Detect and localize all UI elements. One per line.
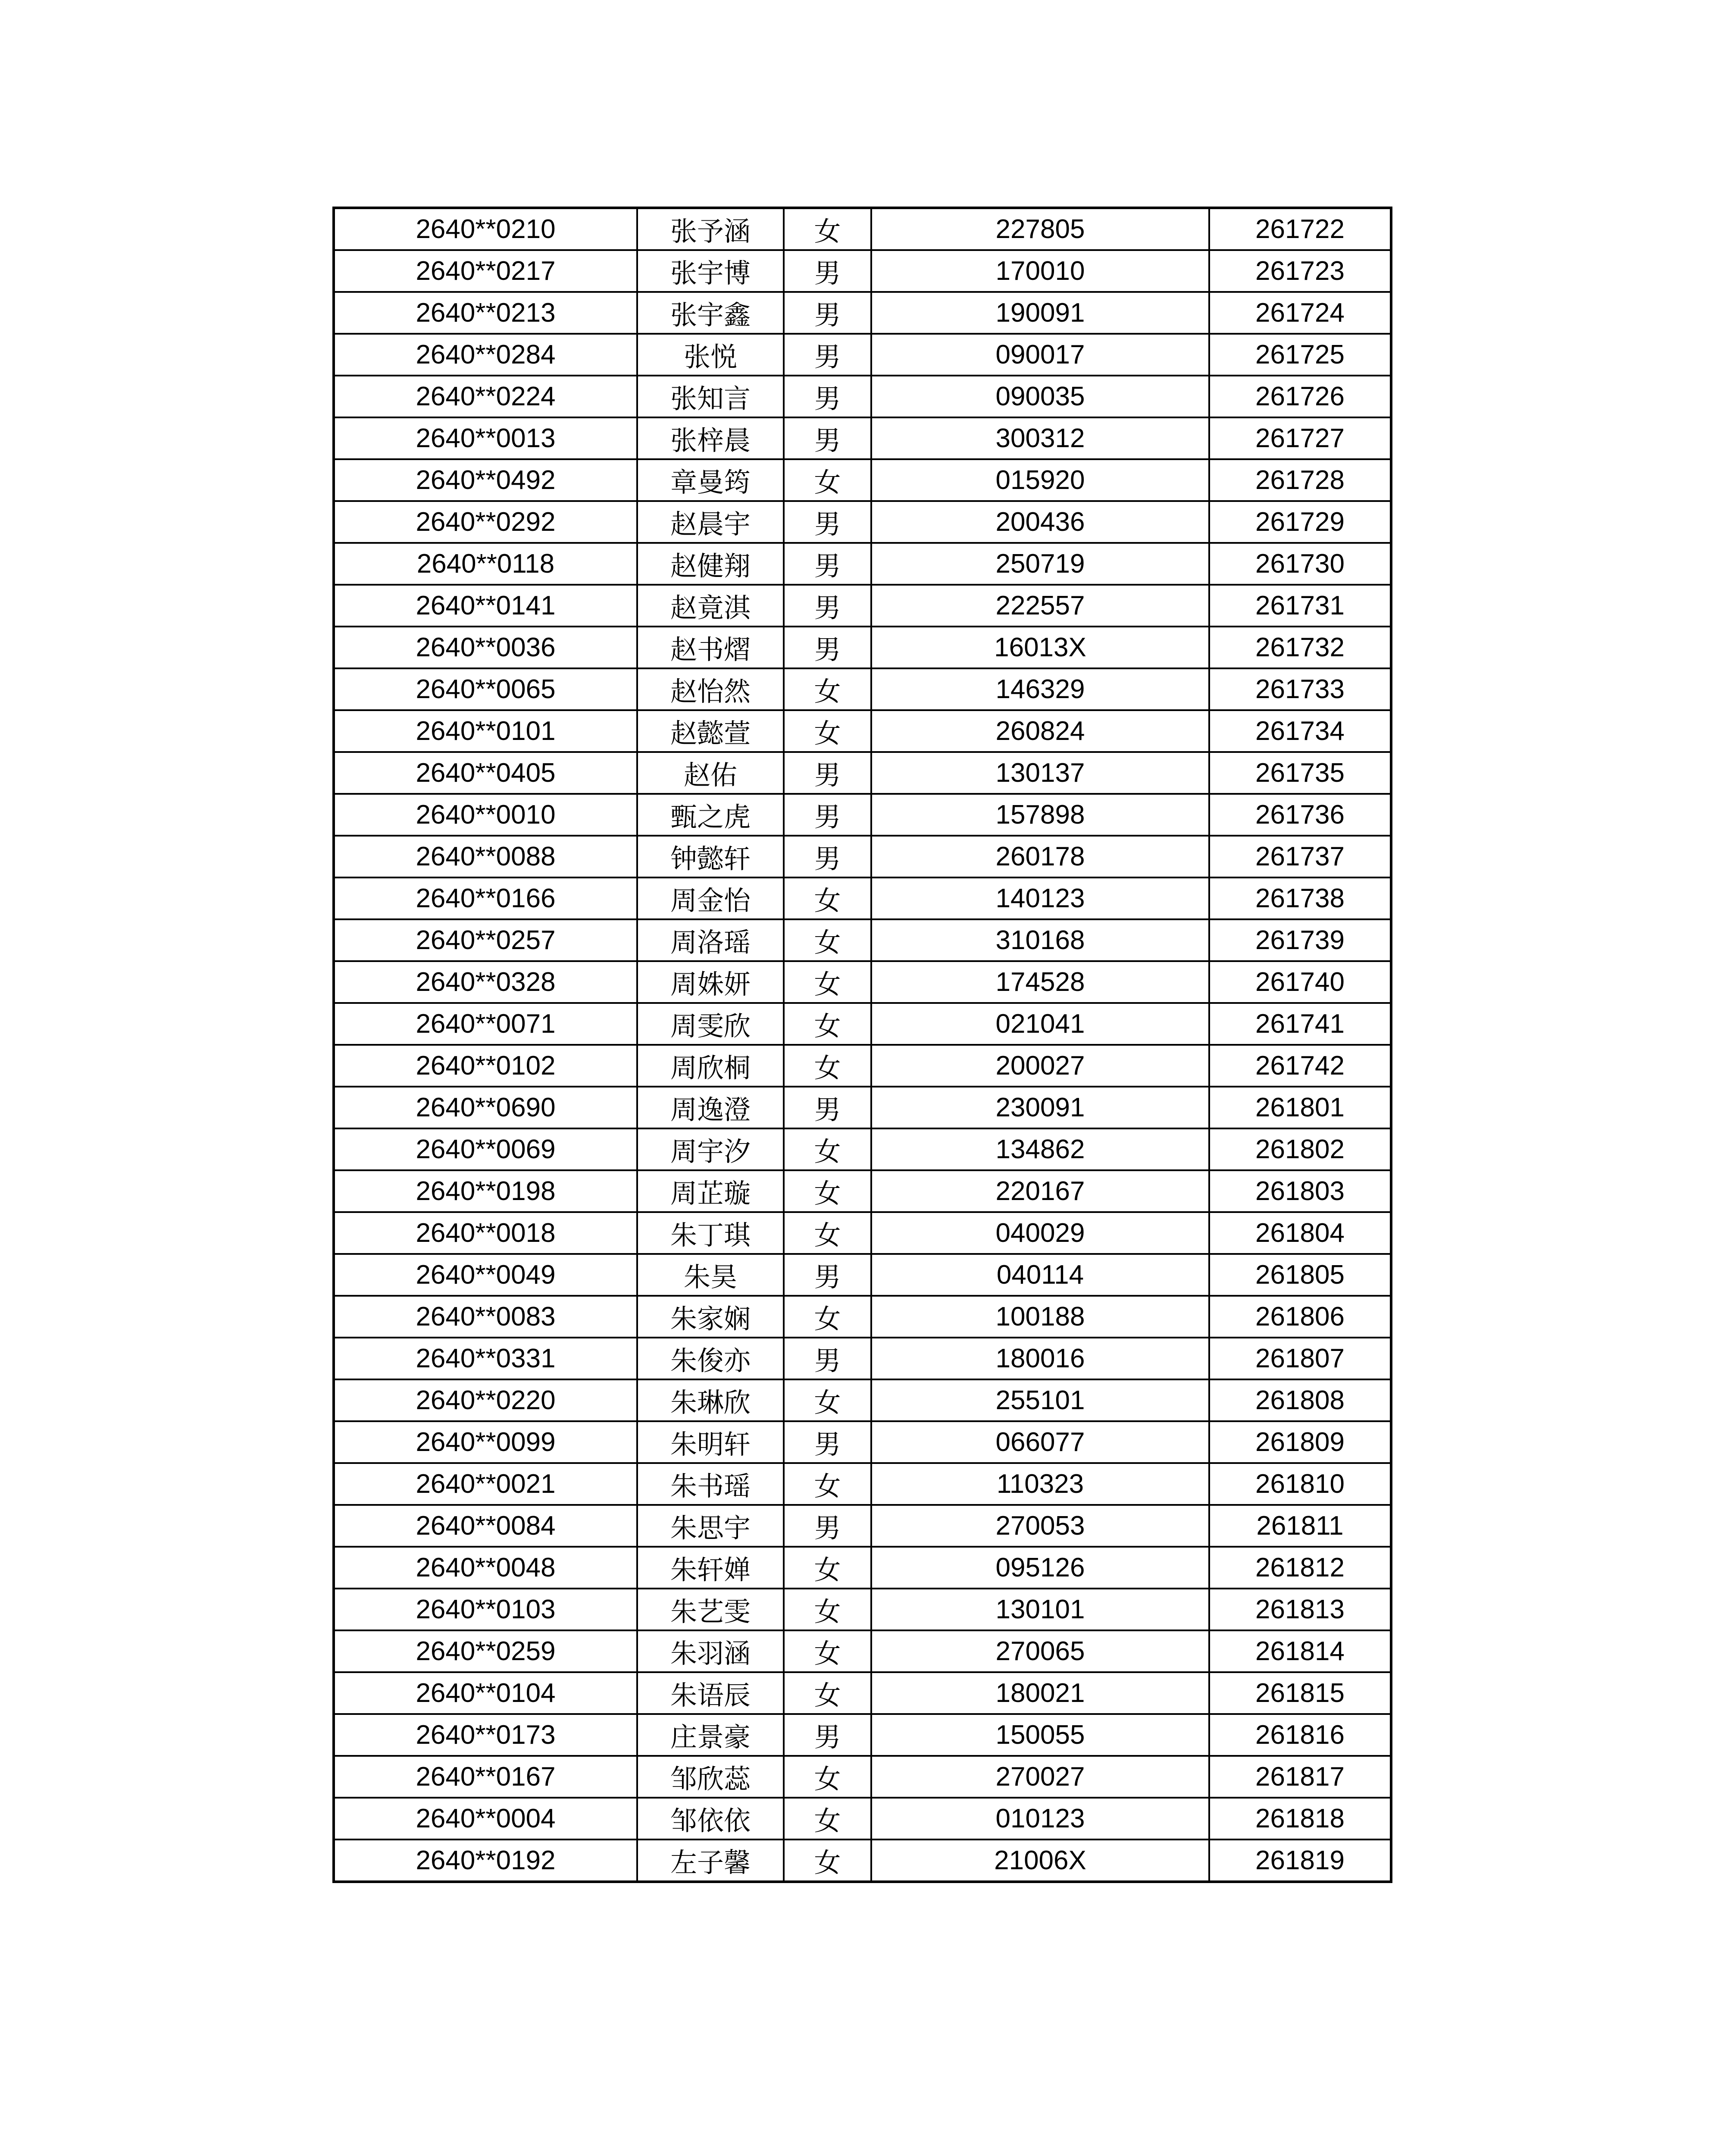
seat-number-cell: 261723: [1209, 250, 1391, 292]
table-row: [334, 794, 1391, 836]
id-suffix-cell: 200027: [871, 1045, 1209, 1087]
seat-number-cell: 261817: [1209, 1756, 1391, 1798]
exam-id-cell: 2640**0083: [334, 1296, 637, 1338]
seat-number-cell: 261808: [1209, 1379, 1391, 1421]
id-suffix-cell: 180016: [871, 1338, 1209, 1379]
id-suffix-cell: 230091: [871, 1087, 1209, 1128]
table-row: [334, 501, 1391, 543]
name-cell: 赵健翔: [637, 543, 784, 585]
id-suffix-cell: 222557: [871, 585, 1209, 627]
name-cell: 朱俊亦: [637, 1338, 784, 1379]
table-row: [334, 836, 1391, 877]
gender-cell: 女: [784, 1296, 871, 1338]
seat-number-cell: 261725: [1209, 334, 1391, 376]
gender-cell: 女: [784, 1839, 871, 1882]
table-row: [334, 208, 1391, 250]
table-row: [334, 543, 1391, 585]
exam-id-cell: 2640**0021: [334, 1463, 637, 1505]
name-cell: 赵晨宇: [637, 501, 784, 543]
name-cell: 邹欣蕊: [637, 1756, 784, 1798]
name-cell: 章曼筠: [637, 459, 784, 501]
id-suffix-cell: 146329: [871, 668, 1209, 710]
id-suffix-cell: 010123: [871, 1798, 1209, 1839]
gender-cell: 男: [784, 1254, 871, 1296]
id-suffix-cell: 16013X: [871, 627, 1209, 668]
exam-id-cell: 2640**0213: [334, 292, 637, 334]
exam-id-cell: 2640**0492: [334, 459, 637, 501]
gender-cell: 女: [784, 1463, 871, 1505]
gender-cell: 女: [784, 1589, 871, 1630]
id-suffix-cell: 040114: [871, 1254, 1209, 1296]
table-row: [334, 417, 1391, 459]
name-cell: 朱羽涵: [637, 1630, 784, 1672]
table-row: [334, 1212, 1391, 1254]
seat-number-cell: 261724: [1209, 292, 1391, 334]
name-cell: 周金怡: [637, 877, 784, 919]
table-row: [334, 459, 1391, 501]
gender-cell: 男: [784, 1087, 871, 1128]
exam-id-cell: 2640**0141: [334, 585, 637, 627]
id-suffix-cell: 095126: [871, 1547, 1209, 1589]
name-cell: 朱语辰: [637, 1672, 784, 1714]
name-cell: 周芷璇: [637, 1170, 784, 1212]
exam-id-cell: 2640**0166: [334, 877, 637, 919]
name-cell: 钟懿轩: [637, 836, 784, 877]
id-suffix-cell: 180021: [871, 1672, 1209, 1714]
name-cell: 赵书熠: [637, 627, 784, 668]
seat-number-cell: 261804: [1209, 1212, 1391, 1254]
seat-number-cell: 261730: [1209, 543, 1391, 585]
seat-number-cell: 261732: [1209, 627, 1391, 668]
gender-cell: 男: [784, 1714, 871, 1756]
seat-number-cell: 261818: [1209, 1798, 1391, 1839]
exam-id-cell: 2640**0192: [334, 1839, 637, 1882]
name-cell: 张悦: [637, 334, 784, 376]
seat-number-cell: 261733: [1209, 668, 1391, 710]
gender-cell: 男: [784, 250, 871, 292]
id-suffix-cell: 270053: [871, 1505, 1209, 1547]
id-suffix-cell: 200436: [871, 501, 1209, 543]
exam-id-cell: 2640**0292: [334, 501, 637, 543]
seat-number-cell: 261742: [1209, 1045, 1391, 1087]
id-suffix-cell: 130101: [871, 1589, 1209, 1630]
gender-cell: 女: [784, 1630, 871, 1672]
table-row: [334, 376, 1391, 417]
table-row: [334, 1714, 1391, 1756]
name-cell: 张梓晨: [637, 417, 784, 459]
name-cell: 周雯欣: [637, 1003, 784, 1045]
exam-id-cell: 2640**0210: [334, 208, 637, 250]
id-suffix-cell: 255101: [871, 1379, 1209, 1421]
id-suffix-cell: 134862: [871, 1128, 1209, 1170]
seat-number-cell: 261734: [1209, 710, 1391, 752]
seat-number-cell: 261815: [1209, 1672, 1391, 1714]
id-suffix-cell: 270027: [871, 1756, 1209, 1798]
seat-number-cell: 261736: [1209, 794, 1391, 836]
gender-cell: 男: [784, 334, 871, 376]
name-cell: 朱艺雯: [637, 1589, 784, 1630]
table-row: [334, 877, 1391, 919]
exam-id-cell: 2640**0088: [334, 836, 637, 877]
exam-id-cell: 2640**0224: [334, 376, 637, 417]
name-cell: 周欣桐: [637, 1045, 784, 1087]
seat-number-cell: 261809: [1209, 1421, 1391, 1463]
name-cell: 张予涵: [637, 208, 784, 250]
exam-id-cell: 2640**0065: [334, 668, 637, 710]
gender-cell: 男: [784, 1421, 871, 1463]
seat-number-cell: 261805: [1209, 1254, 1391, 1296]
table-row: [334, 1421, 1391, 1463]
table-row: [334, 1003, 1391, 1045]
name-cell: 周逸澄: [637, 1087, 784, 1128]
name-cell: 张宇博: [637, 250, 784, 292]
gender-cell: 男: [784, 836, 871, 877]
gender-cell: 男: [784, 794, 871, 836]
gender-cell: 女: [784, 1170, 871, 1212]
exam-id-cell: 2640**0220: [334, 1379, 637, 1421]
name-cell: 张知言: [637, 376, 784, 417]
exam-id-cell: 2640**0257: [334, 919, 637, 961]
gender-cell: 女: [784, 459, 871, 501]
exam-id-cell: 2640**0173: [334, 1714, 637, 1756]
id-suffix-cell: 190091: [871, 292, 1209, 334]
name-cell: 朱琳欣: [637, 1379, 784, 1421]
id-suffix-cell: 260178: [871, 836, 1209, 877]
id-suffix-cell: 100188: [871, 1296, 1209, 1338]
table-row: [334, 668, 1391, 710]
id-suffix-cell: 090017: [871, 334, 1209, 376]
exam-id-cell: 2640**0104: [334, 1672, 637, 1714]
name-cell: 周宇汐: [637, 1128, 784, 1170]
exam-id-cell: 2640**0071: [334, 1003, 637, 1045]
id-suffix-cell: 040029: [871, 1212, 1209, 1254]
gender-cell: 男: [784, 1338, 871, 1379]
name-cell: 左子馨: [637, 1839, 784, 1882]
table-row: [334, 1338, 1391, 1379]
id-suffix-cell: 250719: [871, 543, 1209, 585]
gender-cell: 男: [784, 292, 871, 334]
id-suffix-cell: 110323: [871, 1463, 1209, 1505]
id-suffix-cell: 270065: [871, 1630, 1209, 1672]
id-suffix-cell: 066077: [871, 1421, 1209, 1463]
gender-cell: 女: [784, 961, 871, 1003]
name-cell: 朱家娴: [637, 1296, 784, 1338]
name-cell: 朱昊: [637, 1254, 784, 1296]
exam-id-cell: 2640**0101: [334, 710, 637, 752]
name-cell: 朱书瑶: [637, 1463, 784, 1505]
exam-id-cell: 2640**0217: [334, 250, 637, 292]
exam-id-cell: 2640**0690: [334, 1087, 637, 1128]
gender-cell: 男: [784, 1505, 871, 1547]
gender-cell: 女: [784, 1756, 871, 1798]
table-row: [334, 585, 1391, 627]
exam-id-cell: 2640**0013: [334, 417, 637, 459]
exam-id-cell: 2640**0048: [334, 1547, 637, 1589]
exam-id-cell: 2640**0084: [334, 1505, 637, 1547]
name-cell: 赵佑: [637, 752, 784, 794]
seat-number-cell: 261738: [1209, 877, 1391, 919]
gender-cell: 男: [784, 627, 871, 668]
name-cell: 邹依依: [637, 1798, 784, 1839]
seat-number-cell: 261729: [1209, 501, 1391, 543]
gender-cell: 女: [784, 919, 871, 961]
exam-id-cell: 2640**0167: [334, 1756, 637, 1798]
table-row: [334, 1589, 1391, 1630]
exam-id-cell: 2640**0259: [334, 1630, 637, 1672]
id-suffix-cell: 140123: [871, 877, 1209, 919]
seat-number-cell: 261739: [1209, 919, 1391, 961]
seat-number-cell: 261810: [1209, 1463, 1391, 1505]
id-suffix-cell: 150055: [871, 1714, 1209, 1756]
id-suffix-cell: 130137: [871, 752, 1209, 794]
exam-id-cell: 2640**0069: [334, 1128, 637, 1170]
table-row: [334, 710, 1391, 752]
seat-number-cell: 261731: [1209, 585, 1391, 627]
seat-number-cell: 261814: [1209, 1630, 1391, 1672]
gender-cell: 女: [784, 710, 871, 752]
table-row: [334, 1547, 1391, 1589]
table-row: [334, 1839, 1391, 1882]
table-row: [334, 1672, 1391, 1714]
exam-id-cell: 2640**0118: [334, 543, 637, 585]
name-cell: 张宇鑫: [637, 292, 784, 334]
table-row: [334, 1296, 1391, 1338]
exam-id-cell: 2640**0018: [334, 1212, 637, 1254]
student-roster-table: [332, 207, 1392, 1883]
exam-id-cell: 2640**0102: [334, 1045, 637, 1087]
id-suffix-cell: 21006X: [871, 1839, 1209, 1882]
name-cell: 朱丁琪: [637, 1212, 784, 1254]
table-row: [334, 1128, 1391, 1170]
seat-number-cell: 261812: [1209, 1547, 1391, 1589]
seat-number-cell: 261803: [1209, 1170, 1391, 1212]
seat-number-cell: 261735: [1209, 752, 1391, 794]
gender-cell: 女: [784, 1212, 871, 1254]
table-row: [334, 961, 1391, 1003]
id-suffix-cell: 260824: [871, 710, 1209, 752]
id-suffix-cell: 174528: [871, 961, 1209, 1003]
name-cell: 赵怡然: [637, 668, 784, 710]
id-suffix-cell: 300312: [871, 417, 1209, 459]
exam-id-cell: 2640**0036: [334, 627, 637, 668]
seat-number-cell: 261728: [1209, 459, 1391, 501]
seat-number-cell: 261816: [1209, 1714, 1391, 1756]
table-row: [334, 752, 1391, 794]
seat-number-cell: 261740: [1209, 961, 1391, 1003]
table-row: [334, 334, 1391, 376]
table-row: [334, 1087, 1391, 1128]
gender-cell: 女: [784, 1128, 871, 1170]
gender-cell: 男: [784, 501, 871, 543]
seat-number-cell: 261802: [1209, 1128, 1391, 1170]
seat-number-cell: 261722: [1209, 208, 1391, 250]
exam-id-cell: 2640**0331: [334, 1338, 637, 1379]
table-row: [334, 1045, 1391, 1087]
name-cell: 赵竟淇: [637, 585, 784, 627]
exam-id-cell: 2640**0099: [334, 1421, 637, 1463]
roster-body: [334, 208, 1391, 1882]
seat-number-cell: 261741: [1209, 1003, 1391, 1045]
id-suffix-cell: 227805: [871, 208, 1209, 250]
table-row: [334, 1463, 1391, 1505]
id-suffix-cell: 015920: [871, 459, 1209, 501]
seat-number-cell: 261727: [1209, 417, 1391, 459]
gender-cell: 女: [784, 1003, 871, 1045]
table-row: [334, 292, 1391, 334]
table-row: [334, 919, 1391, 961]
exam-id-cell: 2640**0010: [334, 794, 637, 836]
table-row: [334, 1379, 1391, 1421]
table-row: [334, 1798, 1391, 1839]
id-suffix-cell: 220167: [871, 1170, 1209, 1212]
exam-id-cell: 2640**0284: [334, 334, 637, 376]
id-suffix-cell: 090035: [871, 376, 1209, 417]
exam-id-cell: 2640**0103: [334, 1589, 637, 1630]
seat-number-cell: 261811: [1209, 1505, 1391, 1547]
name-cell: 朱思宇: [637, 1505, 784, 1547]
name-cell: 朱明轩: [637, 1421, 784, 1463]
name-cell: 周洛瑶: [637, 919, 784, 961]
gender-cell: 女: [784, 1798, 871, 1839]
gender-cell: 女: [784, 877, 871, 919]
exam-id-cell: 2640**0049: [334, 1254, 637, 1296]
seat-number-cell: 261806: [1209, 1296, 1391, 1338]
table-row: [334, 1505, 1391, 1547]
seat-number-cell: 261737: [1209, 836, 1391, 877]
gender-cell: 女: [784, 668, 871, 710]
table-row: [334, 1170, 1391, 1212]
exam-id-cell: 2640**0198: [334, 1170, 637, 1212]
table-row: [334, 250, 1391, 292]
gender-cell: 男: [784, 543, 871, 585]
gender-cell: 女: [784, 1379, 871, 1421]
table-row: [334, 1630, 1391, 1672]
name-cell: 赵懿萱: [637, 710, 784, 752]
seat-number-cell: 261813: [1209, 1589, 1391, 1630]
name-cell: 庄景豪: [637, 1714, 784, 1756]
table-row: [334, 1254, 1391, 1296]
gender-cell: 男: [784, 585, 871, 627]
seat-number-cell: 261819: [1209, 1839, 1391, 1882]
name-cell: 周姝妍: [637, 961, 784, 1003]
table-row: [334, 1756, 1391, 1798]
exam-id-cell: 2640**0328: [334, 961, 637, 1003]
table-row: [334, 627, 1391, 668]
gender-cell: 女: [784, 1672, 871, 1714]
gender-cell: 女: [784, 1045, 871, 1087]
id-suffix-cell: 157898: [871, 794, 1209, 836]
id-suffix-cell: 021041: [871, 1003, 1209, 1045]
name-cell: 朱轩婵: [637, 1547, 784, 1589]
seat-number-cell: 261726: [1209, 376, 1391, 417]
gender-cell: 男: [784, 376, 871, 417]
id-suffix-cell: 310168: [871, 919, 1209, 961]
gender-cell: 男: [784, 417, 871, 459]
gender-cell: 女: [784, 208, 871, 250]
exam-id-cell: 2640**0004: [334, 1798, 637, 1839]
seat-number-cell: 261807: [1209, 1338, 1391, 1379]
exam-id-cell: 2640**0405: [334, 752, 637, 794]
id-suffix-cell: 170010: [871, 250, 1209, 292]
name-cell: 甄之虎: [637, 794, 784, 836]
gender-cell: 男: [784, 752, 871, 794]
seat-number-cell: 261801: [1209, 1087, 1391, 1128]
gender-cell: 女: [784, 1547, 871, 1589]
